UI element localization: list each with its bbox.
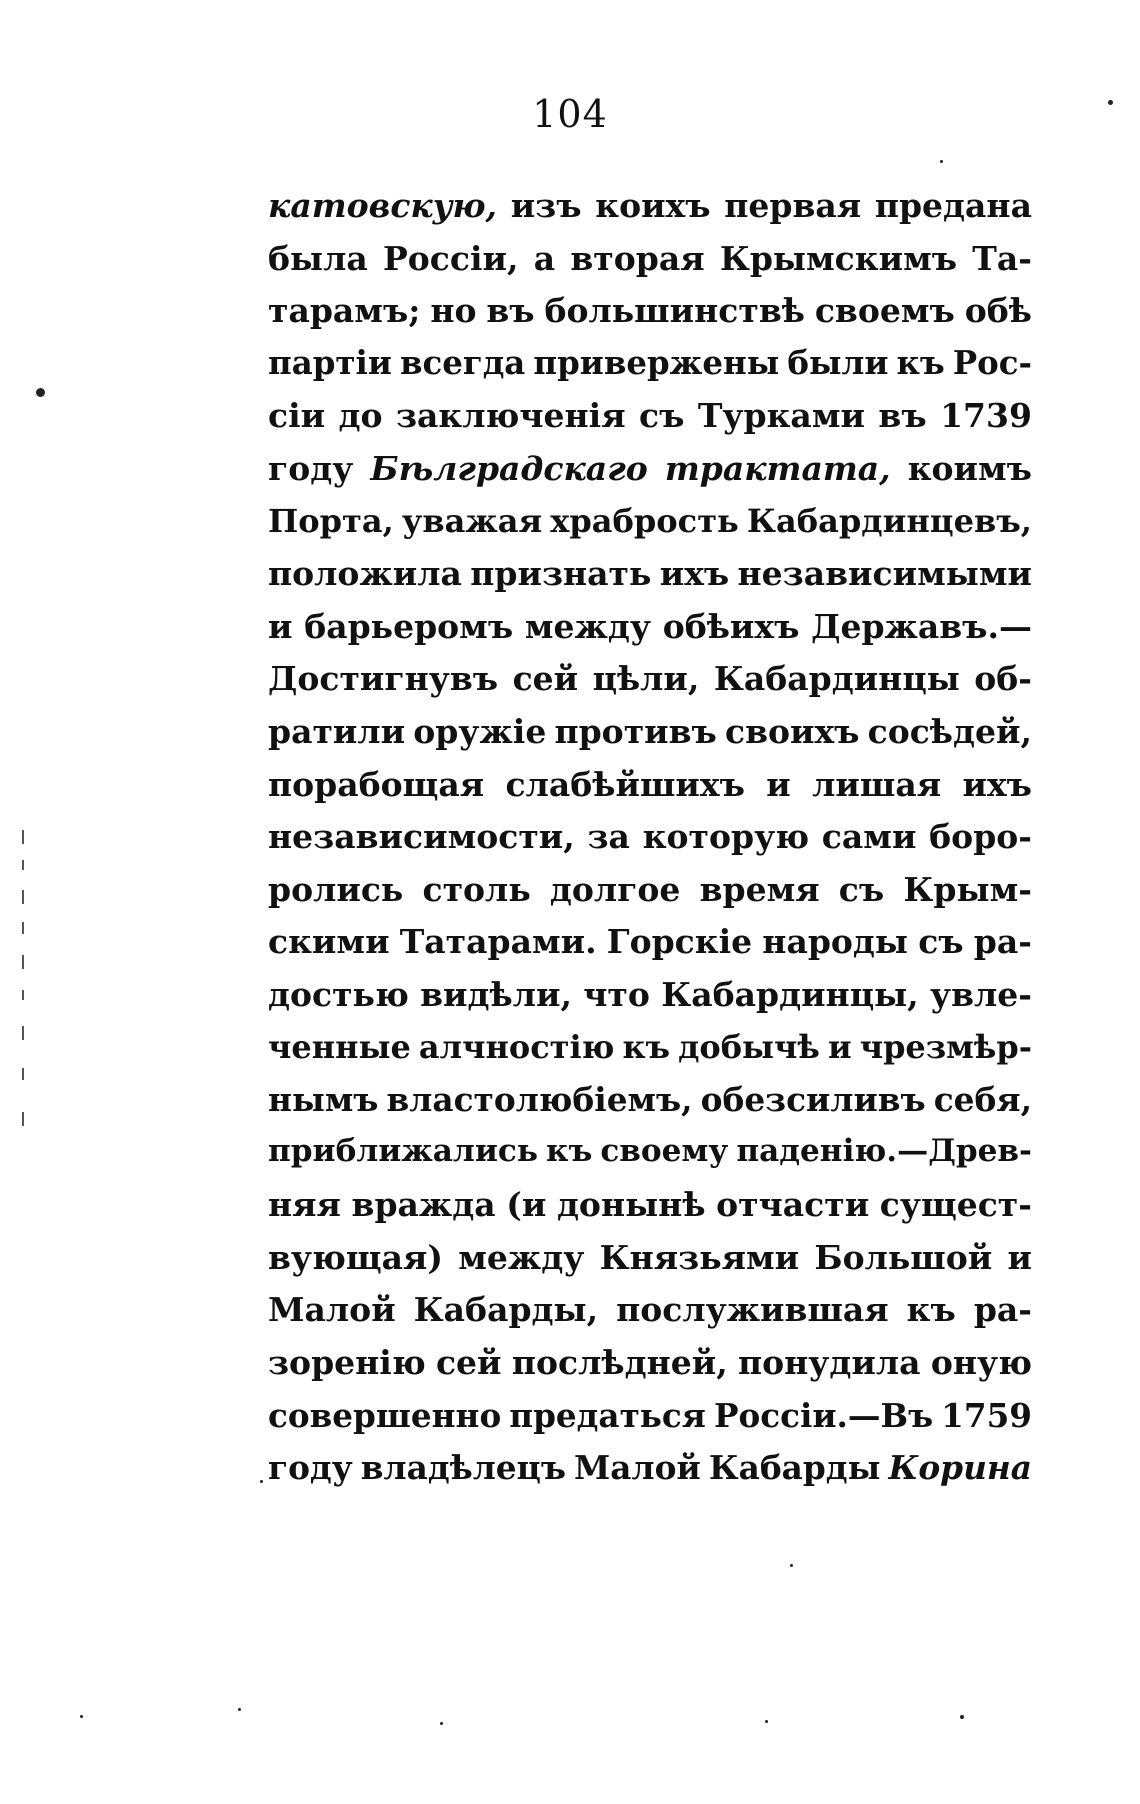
- text-line: [268, 1343, 1032, 1396]
- word: обезсиливъ: [700, 1080, 926, 1120]
- word: видѣли,: [420, 974, 572, 1014]
- word: независимыми: [737, 554, 1032, 594]
- text-line: [268, 765, 1032, 818]
- word: катовскую,: [268, 186, 498, 225]
- word: сами: [821, 817, 917, 857]
- word: Кабардинцы: [713, 659, 960, 699]
- word: ролись: [268, 869, 404, 909]
- word: Бѣлградскаго: [370, 448, 648, 488]
- word: 1759: [941, 1395, 1032, 1435]
- word: партіи: [268, 343, 392, 382]
- word: Рос-: [952, 343, 1032, 382]
- scan-speck: [80, 1715, 83, 1718]
- word: сіи: [268, 396, 326, 436]
- word: сосѣдей,: [867, 711, 1032, 751]
- word: были: [787, 343, 889, 382]
- text-line: [268, 1133, 1032, 1186]
- word: Малой: [268, 1290, 396, 1330]
- word: обѣихъ: [662, 606, 800, 646]
- word: сущест-: [879, 1185, 1032, 1225]
- word: сей: [435, 1343, 502, 1383]
- word: боро-: [929, 817, 1032, 857]
- word: народы: [762, 922, 908, 962]
- word: Татарами.: [399, 922, 597, 962]
- word: время: [699, 869, 820, 909]
- word: своемъ: [814, 291, 955, 331]
- word: за: [587, 817, 630, 857]
- word: признать: [470, 554, 652, 594]
- word: отчасти: [716, 1185, 870, 1225]
- word: 1739: [940, 396, 1032, 436]
- word: изъ: [510, 186, 582, 225]
- text-line: [268, 291, 1032, 344]
- word: Горскіе: [606, 922, 753, 962]
- word: приближались: [268, 1132, 538, 1169]
- scan-speck: [960, 1715, 964, 1719]
- text-line: [268, 554, 1032, 607]
- scan-speck: [260, 1480, 263, 1483]
- word: чрезмѣр-: [859, 1027, 1032, 1066]
- text-line: [268, 502, 1032, 555]
- word: (и: [506, 1185, 547, 1225]
- word: столь: [422, 869, 531, 909]
- word: себя,: [933, 1080, 1032, 1120]
- word: въ: [878, 396, 927, 436]
- word: ра-: [973, 922, 1032, 962]
- word: Порта,: [268, 501, 394, 540]
- scan-speck: [790, 1564, 793, 1567]
- word: долгое: [549, 869, 681, 909]
- word: зоренію: [268, 1343, 426, 1383]
- word: Та-: [972, 238, 1032, 278]
- text-line: [268, 449, 1032, 502]
- word: храбрость: [550, 501, 739, 540]
- text-line: [268, 239, 1032, 292]
- word: и: [827, 1027, 852, 1066]
- word: увле-: [929, 974, 1032, 1014]
- word: положила: [268, 554, 462, 594]
- text-line: [268, 1080, 1032, 1133]
- word: что: [583, 974, 650, 1014]
- word: оружіе: [413, 711, 547, 751]
- word: въ: [486, 291, 535, 331]
- word: послѣдней,: [511, 1343, 728, 1383]
- text-line: [268, 870, 1032, 923]
- word: Кабардинцевъ,: [746, 501, 1032, 540]
- word: между: [524, 606, 651, 646]
- text-line: [268, 817, 1032, 870]
- text-line: [268, 607, 1032, 660]
- word: Крым-: [903, 869, 1032, 909]
- word: паденію.—Древ-: [736, 1132, 1032, 1169]
- text-line: [268, 922, 1032, 975]
- word: ченные: [268, 1027, 411, 1066]
- word: своему: [600, 1132, 729, 1169]
- word: лишая: [812, 764, 942, 804]
- word: вражда: [351, 1185, 496, 1225]
- scan-speck: [765, 1720, 768, 1723]
- word: между: [458, 1237, 585, 1277]
- word: съ: [639, 396, 685, 436]
- word: и: [268, 606, 293, 646]
- word: ра-: [973, 1290, 1032, 1330]
- word: Достигнувъ: [268, 659, 499, 699]
- text-line: [268, 186, 1032, 239]
- text-line: [268, 344, 1032, 397]
- word: вующая): [268, 1237, 443, 1277]
- scan-speck: [36, 388, 45, 397]
- text-line: [268, 659, 1032, 712]
- word: цѣли,: [592, 659, 700, 699]
- word: Кабардинцы,: [661, 974, 919, 1014]
- word: съ: [838, 869, 885, 909]
- word: и: [766, 764, 791, 804]
- word: Корина: [888, 1448, 1032, 1488]
- text-line: [268, 1290, 1032, 1343]
- word: и: [1007, 1237, 1032, 1277]
- text-line: [268, 396, 1032, 449]
- scan-speck: [1108, 100, 1113, 105]
- word: которую: [642, 817, 810, 857]
- word: понудила: [737, 1343, 921, 1383]
- word: предана: [874, 186, 1032, 225]
- word: до: [338, 396, 383, 436]
- word: трактата,: [664, 448, 891, 488]
- word: Россіи,: [382, 238, 519, 278]
- word: году: [268, 1448, 353, 1488]
- word: вторая: [570, 238, 705, 278]
- word: послужившая: [616, 1290, 889, 1330]
- word: привержены: [533, 343, 780, 382]
- word: совершенно: [268, 1395, 502, 1435]
- word: няя: [268, 1185, 341, 1225]
- word: барьеромъ: [304, 606, 514, 646]
- page-number: 104: [532, 92, 608, 136]
- word: первая: [724, 186, 862, 225]
- word: владѣлецъ: [360, 1448, 566, 1488]
- scan-speck: [238, 1708, 241, 1711]
- word: коихъ: [595, 186, 711, 225]
- word: къ: [896, 343, 945, 382]
- word: слабѣйшихъ: [505, 764, 745, 804]
- text-line: [268, 1185, 1032, 1238]
- word: коимъ: [907, 448, 1032, 488]
- text-line: [268, 1448, 1032, 1501]
- word: нымъ: [268, 1080, 379, 1120]
- word: ихъ: [659, 554, 730, 594]
- word: большинствѣ: [544, 291, 805, 331]
- word: сей: [512, 659, 579, 699]
- word: всегда: [399, 343, 526, 382]
- word: властолюбіемъ,: [386, 1080, 693, 1120]
- text-line: [268, 1028, 1032, 1081]
- word: донынѣ: [556, 1185, 706, 1225]
- text-line: [268, 1396, 1032, 1449]
- word: съ: [918, 922, 964, 962]
- word: скими: [268, 922, 390, 962]
- word: уважая: [401, 501, 543, 540]
- word: об-: [974, 659, 1032, 699]
- word: Державъ.—: [811, 606, 1032, 646]
- margin-marks: [22, 830, 28, 1130]
- word: Россіи.—Въ: [713, 1395, 934, 1435]
- word: оную: [930, 1343, 1032, 1383]
- word: тарамъ;: [268, 291, 421, 331]
- text-line: [268, 1238, 1032, 1291]
- word: къ: [622, 1027, 671, 1066]
- word: алчностію: [418, 1027, 615, 1066]
- word: была: [268, 238, 368, 278]
- scan-speck: [440, 1722, 443, 1725]
- word: Большой: [814, 1237, 993, 1277]
- word: Кабарды,: [413, 1290, 599, 1330]
- word: предаться: [509, 1395, 706, 1435]
- word: Крымскимъ: [719, 238, 958, 278]
- word: Малой: [574, 1448, 701, 1488]
- word: обѣ: [964, 291, 1032, 331]
- word: году: [268, 448, 354, 488]
- word: добычѣ: [678, 1027, 820, 1066]
- body-text: [268, 186, 1032, 1501]
- text-line: [268, 712, 1032, 765]
- word: къ: [545, 1132, 593, 1169]
- word: къ: [906, 1290, 956, 1330]
- word: заключенія: [395, 396, 626, 436]
- word: противъ: [554, 711, 717, 751]
- word: Князьями: [599, 1237, 800, 1277]
- word: ихъ: [962, 764, 1032, 804]
- scan-speck: [940, 160, 943, 163]
- word: порабощая: [268, 764, 485, 804]
- text-line: [268, 975, 1032, 1028]
- word: Турками: [697, 396, 865, 436]
- word: своихъ: [724, 711, 860, 751]
- word: достью: [268, 974, 409, 1014]
- word: Кабарды: [708, 1448, 881, 1488]
- word: независимости,: [268, 817, 575, 857]
- word: ратили: [268, 711, 406, 751]
- word: но: [430, 291, 477, 331]
- word: а: [533, 238, 556, 278]
